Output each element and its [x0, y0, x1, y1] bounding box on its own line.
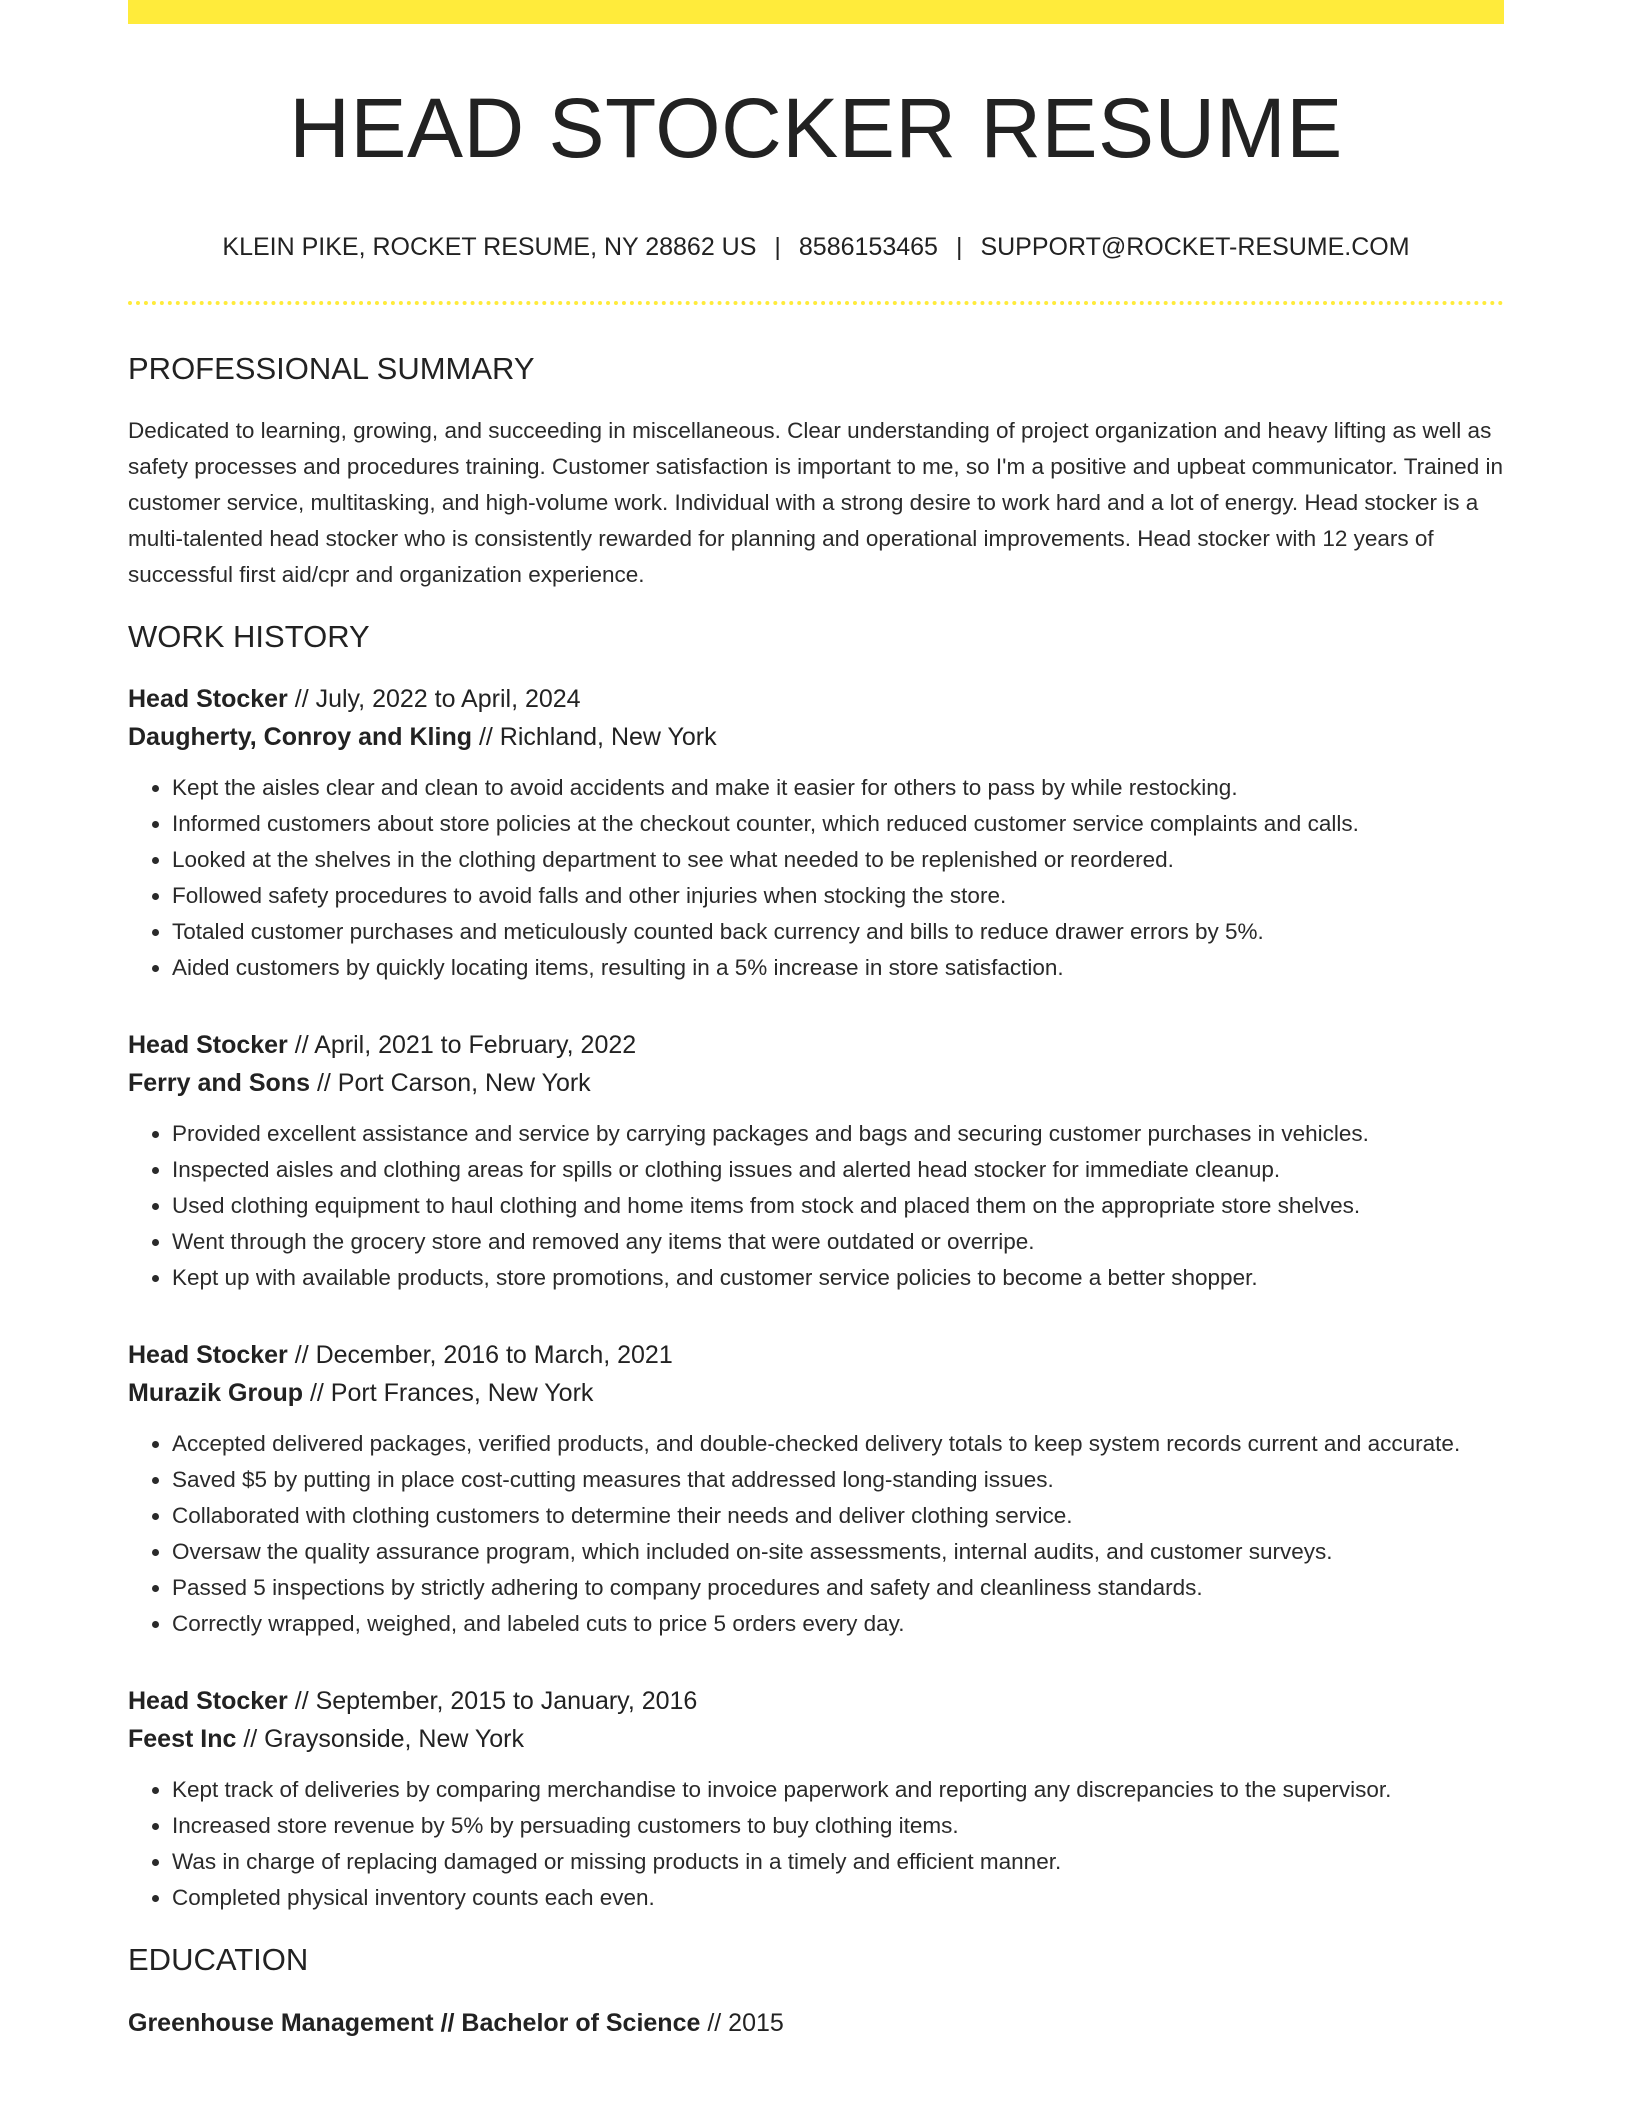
job-bullet: • Provided excellent assistance and service by carrying packages and bags and securing customer purchases in vehicles.: [172, 1116, 1504, 1152]
contact-phone: 8586153465: [798, 233, 938, 261]
job-company: Murazik Group: [128, 1379, 304, 1408]
job-bullet: • Followed safety procedures to avoid falls and other injuries when stocking the store.: [172, 878, 1504, 914]
job-bullets: [128, 1116, 1504, 1296]
job-bullet: • Used clothing equipment to haul clothing and home items from stock and placed them on the appropriate store shelves.: [172, 1188, 1504, 1224]
job-company-line: [128, 1720, 1504, 1758]
contact-address: KLEIN PIKE, ROCKET RESUME, NY 28862 US: [222, 233, 757, 261]
contact-email: SUPPORT@ROCKET-RESUME.COM: [980, 233, 1410, 261]
job-dates: // September, 2015 to January, 2016: [287, 1687, 698, 1716]
work-history-heading: WORK HISTORY: [128, 618, 370, 654]
job-location: // Port Frances, New York: [303, 1379, 594, 1408]
education-entry: [128, 2004, 1504, 2042]
summary-heading: PROFESSIONAL SUMMARY: [128, 351, 535, 386]
job-bullet: • Kept up with available products, store promotions, and customer service policies to become a better shopper.: [172, 1260, 1504, 1296]
job-company: Feest Inc: [128, 1725, 237, 1754]
education-degree: Greenhouse Management // Bachelor of Science: [128, 2008, 701, 2037]
job-bullet: • Inspected aisles and clothing areas for spills or clothing issues and alerted head stocker for immediate cleanup.: [172, 1152, 1504, 1188]
dotted-divider: [128, 301, 1504, 305]
job-bullet: • Passed 5 inspections by strictly adhering to company procedures and safety and cleanliness standards.: [172, 1570, 1504, 1606]
job-bullet: • Totaled customer purchases and meticulously counted back currency and bills to reduce drawer errors by 5%.: [172, 914, 1504, 950]
contact-line: [128, 232, 1504, 262]
job-bullets: [128, 1772, 1504, 1916]
accent-top-bar: [128, 0, 1504, 24]
education-heading: EDUCATION: [128, 1942, 309, 1978]
job-title-line: [128, 680, 1504, 718]
job-dates: // December, 2016 to March, 2021: [287, 1341, 673, 1370]
resume-title: HEAD STOCKER RESUME: [289, 81, 1343, 175]
job-bullet: • Increased store revenue by 5% by persuading customers to buy clothing items.: [172, 1808, 1504, 1844]
job-dates: // July, 2022 to April, 2024: [287, 685, 581, 714]
job-company: Daugherty, Conroy and Kling: [128, 723, 472, 752]
job-location: // Richland, New York: [472, 723, 717, 752]
resume-page: [128, 0, 1504, 2042]
job-bullet: • Oversaw the quality assurance program, which included on-site assessments, internal audits, and customer surveys.: [172, 1534, 1504, 1570]
job-title: Head Stocker: [128, 1687, 288, 1716]
job-title: Head Stocker: [128, 685, 288, 714]
job-bullets: [128, 1426, 1504, 1642]
job-bullets: [128, 770, 1504, 986]
job-bullet: • Informed customers about store policies at the checkout counter, which reduced customer service complaints and calls.: [172, 806, 1504, 842]
job-title-line: [128, 1336, 1504, 1374]
job-company-line: [128, 1374, 1504, 1412]
job-entry: [128, 680, 1504, 986]
job-title-line: [128, 1026, 1504, 1064]
job-bullet: • Completed physical inventory counts each even.: [172, 1880, 1504, 1916]
contact-separator: |: [774, 233, 781, 261]
job-bullet: • Kept the aisles clear and clean to avoid accidents and make it easier for others to pass by while restocking.: [172, 770, 1504, 806]
job-entry: [128, 1026, 1504, 1296]
job-entry: [128, 1682, 1504, 1916]
job-location: // Graysonside, New York: [236, 1725, 525, 1754]
job-dates: // April, 2021 to February, 2022: [287, 1031, 637, 1060]
job-bullet: • Aided customers by quickly locating items, resulting in a 5% increase in store satisfaction.: [172, 950, 1504, 986]
job-bullet: • Was in charge of replacing damaged or missing products in a timely and efficient manner.: [172, 1844, 1504, 1880]
job-bullet: • Saved $5 by putting in place cost-cutting measures that addressed long-standing issues.: [172, 1462, 1504, 1498]
job-title: Head Stocker: [128, 1031, 288, 1060]
job-bullet: • Looked at the shelves in the clothing department to see what needed to be replenished or reordered.: [172, 842, 1504, 878]
job-bullet: • Collaborated with clothing customers to determine their needs and deliver clothing service.: [172, 1498, 1504, 1534]
education-year: // 2015: [700, 2008, 784, 2037]
job-title-line: [128, 1682, 1504, 1720]
job-company-line: [128, 718, 1504, 756]
job-entry: [128, 1336, 1504, 1642]
job-bullet: • Accepted delivered packages, verified products, and double-checked delivery totals to keep system records current and accurate.: [172, 1426, 1504, 1462]
job-company: Ferry and Sons: [128, 1069, 310, 1098]
contact-separator: |: [955, 233, 963, 261]
job-location: // Port Carson, New York: [310, 1069, 591, 1098]
job-company-line: [128, 1064, 1504, 1102]
summary-text: Dedicated to learning, growing, and succeeding in miscellaneous. Clear understanding of project organization and heavy lifting as well as safety processes and procedures training. Customer satisfaction is important to me, so I'm a positive and upbeat communicator. Trained in customer service, multitasking, and high-volume work. Individual with a strong desire to work hard and a lot of energy. Head stocker is a multi-talented head stocker who is consistently rewarded for planning and operational improvements. Head stocker with 12 years of successful first aid/cpr and organization experience.: [128, 417, 1503, 587]
job-bullet: • Went through the grocery store and removed any items that were outdated or overripe.: [172, 1224, 1504, 1260]
job-title: Head Stocker: [128, 1341, 288, 1370]
job-bullet: • Correctly wrapped, weighed, and labeled cuts to price 5 orders every day.: [172, 1606, 1504, 1642]
job-bullet: • Kept track of deliveries by comparing merchandise to invoice paperwork and reporting any discrepancies to the supervisor.: [172, 1772, 1504, 1808]
